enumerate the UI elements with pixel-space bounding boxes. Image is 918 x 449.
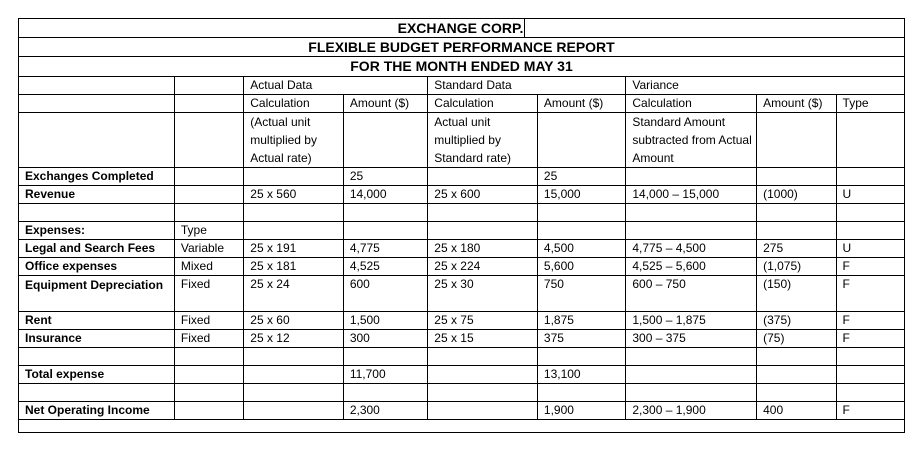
cell	[244, 402, 344, 420]
table-row	[19, 168, 905, 186]
standard-amount: 1,875	[537, 312, 625, 330]
cell	[174, 384, 243, 402]
variance-calc: 1,500 – 1,875	[626, 312, 757, 330]
variance-type: F	[836, 258, 904, 276]
actual-calc: 25 x 12	[244, 330, 344, 348]
cell	[428, 366, 538, 384]
cell	[537, 222, 625, 240]
variance-calc: 4,775 – 4,500	[626, 240, 757, 258]
variance-calc: 2,300 – 1,900	[626, 402, 757, 420]
cell	[836, 366, 904, 384]
actual-calc: 25 x 181	[244, 258, 344, 276]
row-label: Exchanges Completed	[19, 168, 175, 186]
group-variance: Variance	[626, 77, 757, 95]
standard-calc: 25 x 600	[428, 186, 538, 204]
cell	[244, 204, 344, 222]
report-period: FOR THE MONTH ENDED MAY 31	[350, 58, 573, 74]
cell	[174, 77, 243, 95]
cell	[836, 348, 904, 366]
cell	[626, 348, 757, 366]
standard-amount: 15,000	[537, 186, 625, 204]
standard-calc: 25 x 15	[428, 330, 538, 348]
cell	[757, 77, 836, 95]
actual-amount: 14,000	[343, 186, 427, 204]
actual-amount: 2,300	[343, 402, 427, 420]
standard-calc-header: Calculation	[428, 95, 538, 113]
cell	[343, 204, 427, 222]
standard-amount: 750	[537, 276, 625, 312]
variance-amount: (1,075)	[757, 258, 836, 276]
cell	[343, 77, 427, 95]
cell	[343, 384, 427, 402]
variance-calc: 4,525 – 5,600	[626, 258, 757, 276]
cell	[757, 348, 836, 366]
report-title-row	[19, 38, 904, 57]
actual-calc: 25 x 191	[244, 240, 344, 258]
cell	[19, 204, 175, 222]
cost-type-header: Type	[174, 222, 243, 240]
cell	[626, 384, 757, 402]
cell	[537, 204, 625, 222]
spacer-row	[19, 348, 905, 366]
row-label: Office expenses	[19, 258, 175, 276]
actual-amount: 1,500	[343, 312, 427, 330]
table-row	[19, 258, 905, 276]
table-row	[19, 222, 905, 240]
cell	[836, 222, 904, 240]
cell	[428, 348, 538, 366]
actual-calc: 25 x 60	[244, 312, 344, 330]
cell	[244, 168, 344, 186]
standard-amount: 25	[537, 168, 625, 186]
cost-type: Mixed	[174, 258, 243, 276]
actual-amount: 11,700	[343, 366, 427, 384]
variance-type: F	[836, 312, 904, 330]
actual-amount-header: Amount ($)	[343, 95, 427, 113]
cell	[836, 204, 904, 222]
cell	[174, 366, 243, 384]
variance-type: U	[836, 240, 904, 258]
group-actual: Actual Data	[244, 77, 344, 95]
cell	[343, 222, 427, 240]
variance-calc: 600 – 750	[626, 276, 757, 312]
cell	[537, 113, 625, 168]
group-header-row	[19, 77, 905, 95]
cell	[757, 384, 836, 402]
cell	[626, 366, 757, 384]
cost-type: Fixed	[174, 330, 243, 348]
cell	[174, 168, 243, 186]
cell	[174, 113, 243, 168]
variance-amount: 275	[757, 240, 836, 258]
variance-amount: (1000)	[757, 186, 836, 204]
cell	[626, 222, 757, 240]
actual-calc: 25 x 560	[244, 186, 344, 204]
variance-amount-header: Amount ($)	[757, 95, 836, 113]
standard-amount-header: Amount ($)	[537, 95, 625, 113]
company-title-row	[19, 19, 904, 38]
table-row	[19, 366, 905, 384]
standard-calc: 25 x 30	[428, 276, 538, 312]
cell	[19, 95, 175, 113]
performance-report	[18, 18, 905, 433]
cell	[19, 384, 175, 402]
actual-calc: 25 x 24	[244, 276, 344, 312]
standard-desc: Actual unit multiplied by Standard rate)	[428, 113, 538, 168]
standard-calc: 25 x 224	[428, 258, 538, 276]
cell	[757, 113, 836, 168]
cell	[428, 402, 538, 420]
cell	[343, 348, 427, 366]
cell	[428, 168, 538, 186]
row-label: Insurance	[19, 330, 175, 348]
report-title: FLEXIBLE BUDGET PERFORMANCE REPORT	[308, 39, 615, 55]
table-row	[19, 276, 905, 312]
company-name: EXCHANGE CORP.	[397, 20, 524, 36]
standard-amount: 375	[537, 330, 625, 348]
cell	[757, 204, 836, 222]
variance-calc: 300 – 375	[626, 330, 757, 348]
variance-amount: (75)	[757, 330, 836, 348]
cell	[836, 168, 904, 186]
cell	[174, 95, 243, 113]
cell	[343, 113, 427, 168]
standard-calc: 25 x 75	[428, 312, 538, 330]
cell	[537, 348, 625, 366]
cell	[174, 402, 243, 420]
column-header-row	[19, 95, 905, 113]
cell	[174, 348, 243, 366]
actual-calc-header: Calculation	[244, 95, 344, 113]
variance-type: U	[836, 186, 904, 204]
cell	[757, 222, 836, 240]
variance-type: F	[836, 402, 904, 420]
spacer-row	[19, 204, 905, 222]
cost-type: Fixed	[174, 312, 243, 330]
table-row	[19, 330, 905, 348]
cell	[428, 222, 538, 240]
cost-type: Fixed	[174, 276, 243, 312]
cell	[537, 384, 625, 402]
actual-amount: 4,525	[343, 258, 427, 276]
variance-amount: (375)	[757, 312, 836, 330]
variance-type: F	[836, 330, 904, 348]
cell	[757, 366, 836, 384]
row-label: Expenses:	[19, 222, 175, 240]
standard-amount: 1,900	[537, 402, 625, 420]
table-row	[19, 402, 905, 420]
cell	[174, 186, 243, 204]
row-label: Revenue	[19, 186, 175, 204]
actual-amount: 4,775	[343, 240, 427, 258]
cell	[174, 204, 243, 222]
cell	[836, 113, 904, 168]
row-label: Legal and Search Fees	[19, 240, 175, 258]
actual-amount: 300	[343, 330, 427, 348]
table-row	[19, 312, 905, 330]
cell	[19, 348, 175, 366]
actual-amount: 600	[343, 276, 427, 312]
variance-desc: Standard Amount subtracted from Actual Amount	[626, 113, 757, 168]
variance-type-header: Type	[836, 95, 904, 113]
cell	[626, 204, 757, 222]
cell	[836, 384, 904, 402]
variance-type: F	[836, 276, 904, 312]
description-row	[19, 113, 905, 168]
table-row	[19, 240, 905, 258]
standard-amount: 4,500	[537, 240, 625, 258]
spacer-row	[19, 384, 905, 402]
cell	[428, 204, 538, 222]
row-label: Net Operating Income	[19, 402, 175, 420]
table-row	[19, 186, 905, 204]
variance-amount: 400	[757, 402, 836, 420]
cell	[244, 384, 344, 402]
cell	[244, 366, 344, 384]
variance-calc: 14,000 – 15,000	[626, 186, 757, 204]
group-standard: Standard Data	[428, 77, 538, 95]
actual-desc: (Actual unit multiplied by Actual rate)	[244, 113, 344, 168]
row-label: Rent	[19, 312, 175, 330]
cell	[244, 348, 344, 366]
cell	[19, 113, 175, 168]
variance-amount: (150)	[757, 276, 836, 312]
cell	[19, 77, 175, 95]
period-title-row	[19, 57, 904, 75]
cell	[537, 77, 625, 95]
actual-amount: 25	[343, 168, 427, 186]
row-label: Total expense	[19, 366, 175, 384]
cell	[757, 168, 836, 186]
standard-calc: 25 x 180	[428, 240, 538, 258]
report-table	[18, 76, 905, 420]
standard-amount: 5,600	[537, 258, 625, 276]
standard-amount: 13,100	[537, 366, 625, 384]
cost-type: Variable	[174, 240, 243, 258]
cell	[428, 384, 538, 402]
row-label: Equipment Depreciation	[19, 276, 175, 312]
cell	[836, 77, 904, 95]
variance-calc-header: Calculation	[626, 95, 757, 113]
cell	[244, 222, 344, 240]
cell	[626, 168, 757, 186]
